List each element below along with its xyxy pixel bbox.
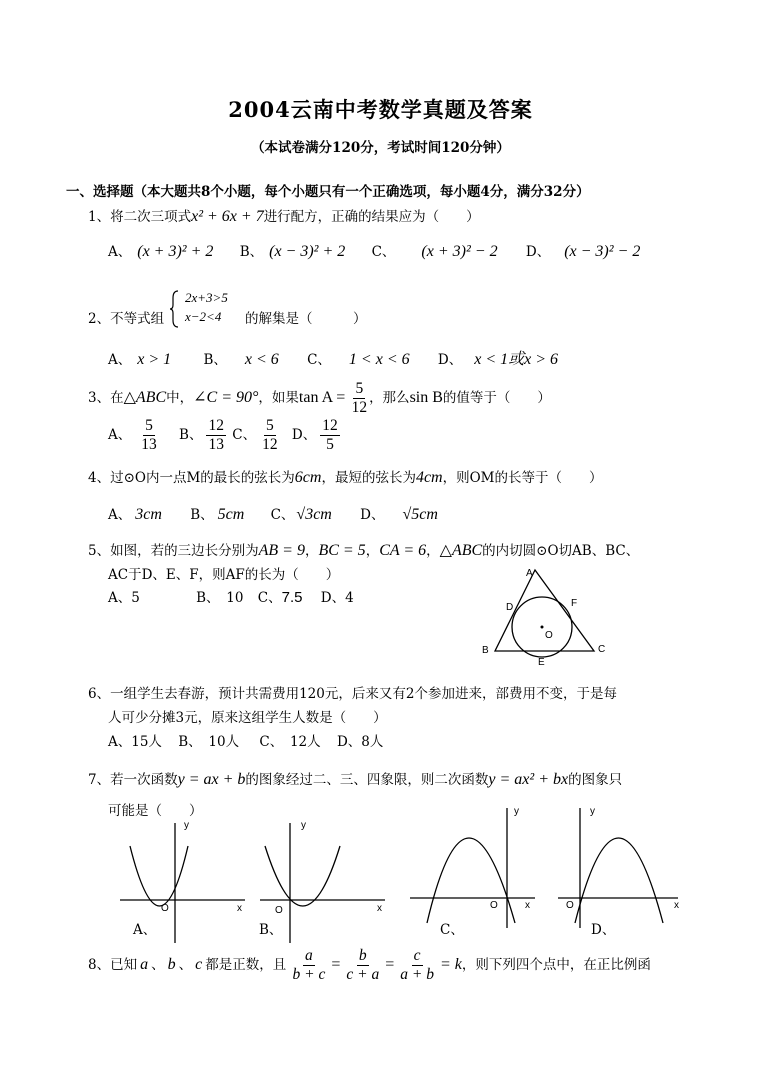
q4-text: 4、过⊙O内一点M的最长的弦长为 <box>88 470 295 486</box>
q1-option-d-label: D、 <box>525 244 551 260</box>
page-title: 2004云南中考数学真题及答案 <box>228 97 533 122</box>
q2-line2: x−2<4 <box>185 309 222 324</box>
section-heading: 一、选择题（本大题共8个小题，每个小题只有一个正确选项，每小题4分，满分32分） <box>66 184 590 200</box>
q6-option-c: C、 12人 <box>259 734 321 750</box>
graph-d-x-label: x <box>674 900 679 911</box>
question-3 <box>88 380 551 417</box>
q8-f3-num: c <box>413 947 421 964</box>
q8-fraction-1 <box>291 947 328 984</box>
q2-option-c: 1 < x < 6 <box>348 351 410 368</box>
q3-sin: sin B <box>409 389 443 406</box>
q1-expression: x² + 6x + 7 <box>191 208 264 225</box>
fig-label-d: D <box>506 602 514 613</box>
q3-d-den: 5 <box>326 436 334 453</box>
q5-option-c: 7.5 <box>281 589 303 606</box>
q1-option-a: (x + 3)² + 2 <box>137 243 214 260</box>
q2-text: 2、不等式组 <box>88 311 165 327</box>
graph-b-origin: O <box>275 905 283 916</box>
q8-text-2: 都是正数，且 <box>205 957 287 973</box>
q2-option-b-label: B、 <box>203 352 227 368</box>
q3-tan-fraction <box>350 380 370 417</box>
q3-a-num: 5 <box>145 417 153 434</box>
q5-text: 5、如图，若的三边长分别为 <box>88 543 259 559</box>
q3-a-den: 13 <box>141 436 157 453</box>
q3-tan-den: 12 <box>351 399 368 416</box>
q8-fraction-2 <box>344 947 381 984</box>
q3-option-c-label: C、 <box>232 427 257 443</box>
q8-f3-den: a + b <box>400 966 434 983</box>
q7-text: 7、若一次函数 <box>88 772 178 788</box>
q8-var-c: c <box>195 956 203 973</box>
q1-option-d: (x − 3)² − 2 <box>564 243 641 260</box>
q2-option-d: x < 1或x > 6 <box>474 351 559 368</box>
q7-graph-c <box>405 803 540 933</box>
q5-option-d: D、4 <box>320 590 354 606</box>
q3-option-c <box>260 417 280 454</box>
q1-text: 1、将二次三项式 <box>88 209 192 225</box>
graph-a-option: A、 <box>133 922 157 938</box>
q3-text-2: 中， <box>166 390 194 406</box>
q1-option-c-label: C、 <box>371 244 396 260</box>
q7-graph-d <box>553 803 688 933</box>
q3-tan: tan A = <box>298 389 346 406</box>
fig-label-c: C <box>598 644 606 655</box>
question-1 <box>88 205 480 226</box>
graph-d-origin: O <box>566 900 574 911</box>
question-5 <box>88 539 639 560</box>
q3-c-num: 5 <box>265 417 274 434</box>
q5-ab: AB = 9 <box>258 542 305 559</box>
fig-label-f: F <box>571 598 578 609</box>
q3-angle: ∠C = 90° <box>193 389 259 406</box>
q3-option-b-label: B、 <box>179 427 203 443</box>
q8-f1-num: a <box>305 947 313 964</box>
fig-label-a: A <box>526 568 533 579</box>
graph-c-x-label: x <box>525 900 530 911</box>
q4-option-b: 5cm <box>217 506 245 523</box>
q1-text-end: 进行配方，正确的结果应为（ ） <box>263 209 480 225</box>
q5-triangle: △ABC <box>439 542 483 559</box>
q4-option-b-label: B、 <box>190 507 214 523</box>
q5-line-2: AC于D、E、F，则AF的长为（ ） <box>108 567 340 583</box>
q8-sep-2: 、 <box>178 957 193 973</box>
q3-option-d <box>320 417 340 454</box>
q7-line-2: 可能是（ ） <box>108 803 203 819</box>
q8-text-end: ，则下列四个点中，在正比例函 <box>461 957 651 973</box>
q2-option-c-label: C、 <box>307 352 331 368</box>
q5-options <box>108 586 354 606</box>
q5-option-c-label: C、 <box>257 590 282 606</box>
q5-bc: BC = 5 <box>318 542 366 559</box>
q2-line1: 2x+3>5 <box>185 290 228 305</box>
q3-triangle: △ABC <box>123 389 167 406</box>
q7-text-end: 的图象只 <box>568 772 623 788</box>
q5-option-a: A、5 <box>108 590 140 606</box>
q3-text-end: 的值等于（ ） <box>442 390 551 406</box>
q4-option-c-label: C、 <box>270 507 295 523</box>
graph-c-origin: O <box>490 900 498 911</box>
q3-tan-num: 5 <box>355 380 364 397</box>
q2-brace <box>170 290 180 328</box>
q8-f2-num: b <box>358 947 367 964</box>
q8-fraction-3 <box>398 947 436 984</box>
q3-option-a <box>139 417 159 454</box>
q5-ca: CA = 6 <box>379 542 427 559</box>
q4-option-a-label: A、 <box>108 507 132 523</box>
q3-d-num: 12 <box>322 417 338 434</box>
q3-b-den: 13 <box>208 436 224 453</box>
q6-option-d: D、8人 <box>336 734 384 750</box>
q1-options <box>108 240 640 261</box>
q3-options <box>108 417 340 454</box>
graph-a-y-label: y <box>184 820 189 831</box>
q5-incircle-figure <box>480 565 610 670</box>
q2-option-a-label: A、 <box>108 352 132 368</box>
q2-option-b: x < 6 <box>244 351 279 368</box>
graph-b-x-label: x <box>377 903 382 914</box>
q4-long-chord: 6cm <box>294 469 322 486</box>
graph-c-option: C、 <box>440 922 464 938</box>
q8-f2-den: c + a <box>346 966 380 983</box>
q4-text-2: ，最短的弦长为 <box>321 470 416 486</box>
q7-quadratic-function: y = ax² + bx <box>488 771 569 788</box>
graph-d-y-label: y <box>590 806 595 817</box>
q1-option-b-label: B、 <box>239 244 264 260</box>
q2-options <box>108 346 558 369</box>
q8-var-a: a <box>140 956 149 973</box>
graph-d-option: D、 <box>591 922 616 938</box>
q2-text-end: 的解集是（ ） <box>245 311 367 327</box>
q4-option-a: 3cm <box>135 506 162 523</box>
graph-a-x-label: x <box>237 903 242 914</box>
graph-c-y-label: y <box>514 806 519 817</box>
q8-equals-k: = k <box>439 956 462 973</box>
fig-label-e: E <box>538 657 545 668</box>
q3-text: 3、在 <box>88 390 124 406</box>
fig-label-o: O <box>545 630 553 641</box>
q3-text-4: ，那么 <box>369 390 410 406</box>
q3-option-a-label: A、 <box>108 427 132 443</box>
question-7 <box>88 768 622 789</box>
fig-label-b: B <box>482 645 489 656</box>
graph-b-y-label: y <box>301 820 306 831</box>
graph-b-option: B、 <box>259 922 283 938</box>
q4-short-chord: 4cm <box>415 469 443 486</box>
q3-option-b <box>206 417 226 454</box>
q7-linear-function: y = ax + b <box>177 771 246 788</box>
page-subtitle: （本试卷满分120分，考试时间120分钟） <box>251 140 510 156</box>
q5-option-b: B、 10 <box>196 590 244 606</box>
q5-sep-2: ， <box>365 543 380 559</box>
q6-line-2: 人可少分摊3元，原来这组学生人数是（ ） <box>108 710 387 726</box>
q4-option-d-label: D、 <box>360 507 385 523</box>
q1-option-b: (x − 3)² + 2 <box>269 243 346 260</box>
q4-text-end: ，则OM的长等于（ ） <box>442 470 603 486</box>
q8-f1-den: b + c <box>292 966 326 983</box>
q6-option-a: A、15人 <box>108 734 162 750</box>
q6-options <box>108 730 383 750</box>
q2-option-a: x > 1 <box>137 351 172 368</box>
q7-text-2: 的图象经过二、三、四象限，则二次函数 <box>245 772 489 788</box>
question-4 <box>88 466 603 487</box>
q8-var-b: b <box>167 956 176 973</box>
q4-options <box>108 503 438 524</box>
q6-option-b: B、 10人 <box>178 734 240 750</box>
q4-option-c: √3cm <box>296 506 332 523</box>
q6-line-1: 6、一组学生去春游，预计共需费用120元，后来又有2个参加进来，部费用不变，于是每 <box>88 686 617 702</box>
q1-option-a-label: A、 <box>108 244 132 260</box>
q3-c-den: 12 <box>262 436 278 453</box>
q3-text-3: ，如果 <box>258 390 299 406</box>
q3-b-num: 12 <box>208 417 224 434</box>
q1-option-c: (x + 3)² − 2 <box>421 243 498 260</box>
q5-sep-1: ， <box>304 543 319 559</box>
q5-text-end: 的内切圆⊙O切AB、BC、 <box>482 543 640 559</box>
q3-option-d-label: D、 <box>291 427 317 443</box>
question-8: 8、已知 a 、 b 、 c 都是正数，且 $\frac{a}{b + c}$ = $\frac{b}{c + a}$ = $\frac{c}{a + b}$ = k，则下列四个点中，在正比例函 <box>88 947 651 983</box>
q5-sep-3: ， <box>426 543 440 559</box>
graph-a-origin: O <box>161 903 169 914</box>
q8-sep-1: 、 <box>151 957 165 973</box>
q2-option-d-label: D、 <box>437 352 463 368</box>
q8-text: 8、已知 <box>88 957 138 973</box>
q4-option-d: √5cm <box>402 506 438 523</box>
